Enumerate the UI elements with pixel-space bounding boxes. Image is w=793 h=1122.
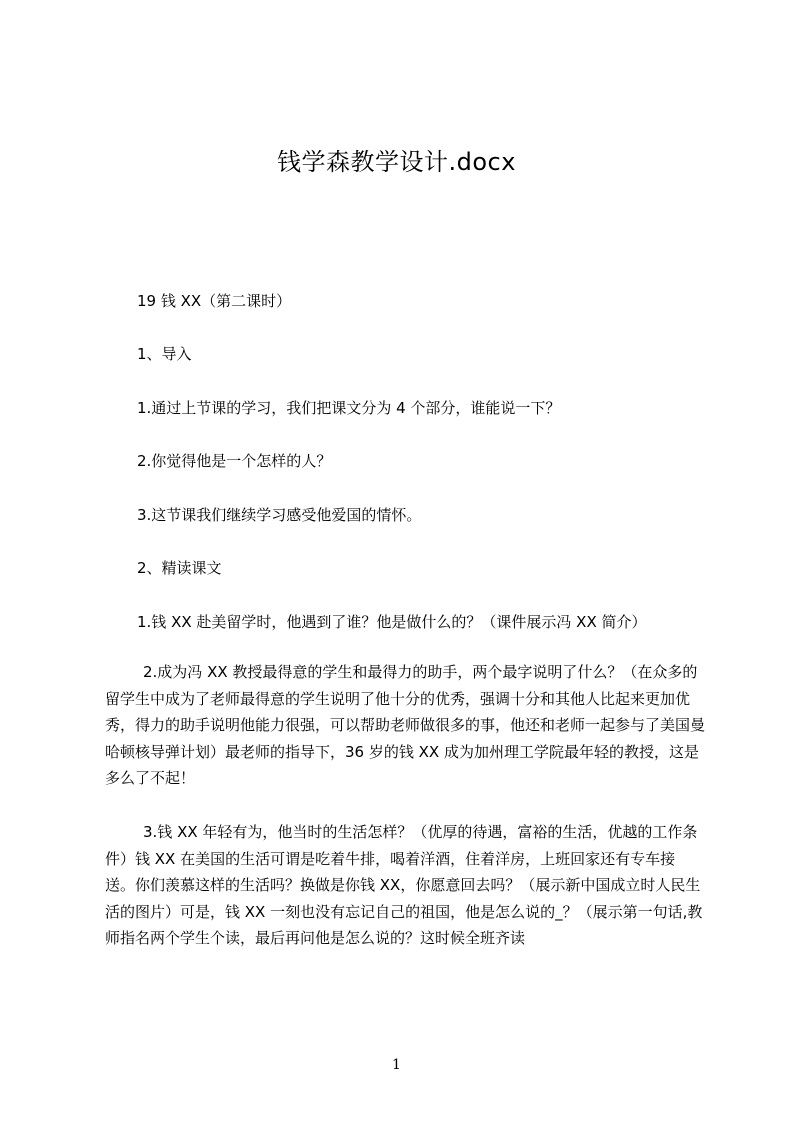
question-1: 1.通过上节课的学习，我们把课文分为 4 个部分，谁能说一下？ xyxy=(137,399,561,417)
question-2: 2.你觉得他是一个怎样的人？ xyxy=(137,452,332,470)
section-heading-intro: 1、导入 xyxy=(137,345,192,363)
reading-paragraph-3: 3.钱 XX 年轻有为，他当时的生活怎样？（优厚的待遇，富裕的生活，优越的工作条件）钱 XX 在美国的生活可谓是吃着牛排，喝着洋酒，住着洋房，上班回家还有专车接送。你们羡慕这样的生活吗？换做是你钱 XX，你愿意回去吗？（展示新中国成立时人民生活的图片）可是，钱 XX 一刻也没有忘记自己的祖国，他是怎么说的_？（展示第一句话,教师指名两个学生个读，最后再问他是怎么说的？这时候全班齐读 xyxy=(105,823,703,947)
lesson-heading: 19 钱 XX（第二课时） xyxy=(137,292,292,310)
section-heading-reading: 2、精读课文 xyxy=(137,559,222,577)
reading-question-1: 1.钱 XX 赴美留学时，他遇到了谁？他是做什么的？（课件展示冯 XX 简介） xyxy=(137,613,647,631)
page-number: 1 xyxy=(392,1057,401,1073)
document-title: 钱学森教学设计.docx xyxy=(277,148,516,176)
question-3: 3.这节课我们继续学习感受他爱国的情怀。 xyxy=(137,506,422,524)
reading-paragraph-2: 2.成为冯 XX 教授最得意的学生和最得力的助手，两个最字说明了什么？（在众多的留学生中成为了老师最得意的学生说明了他十分的优秀，强调十分和其他人比起来更加优秀，得力的助手说明他能力很强，可以帮助老师做很多的事，他还和老师一起参与了美国曼哈顿核导弹计划）最老师的指导下，36 岁的钱 XX 成为加州理工学院最年轻的教授，这是多么了不起！ xyxy=(105,663,705,787)
